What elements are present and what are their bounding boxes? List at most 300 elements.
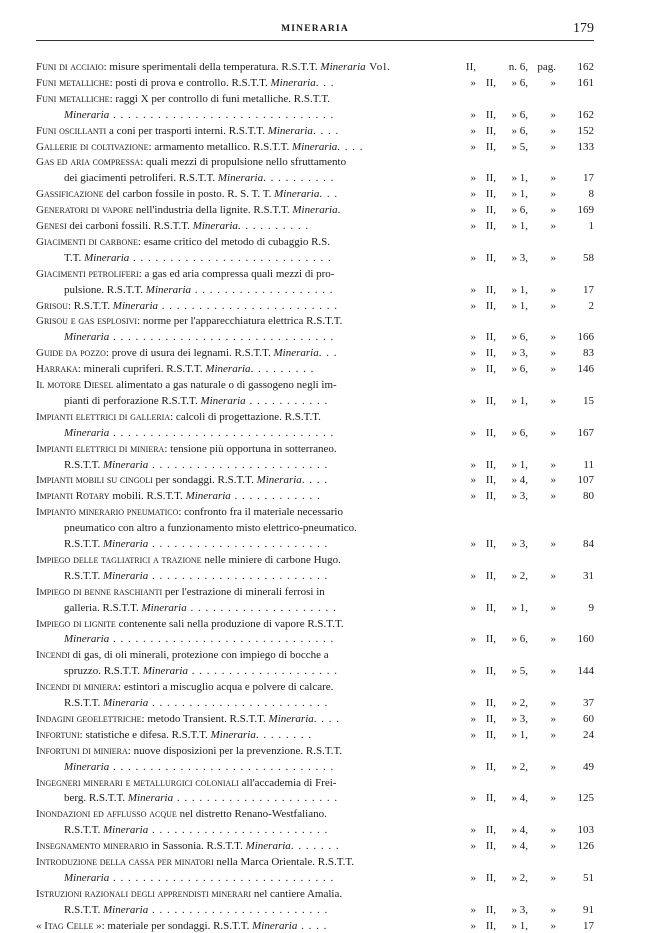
dot-leader: . . . . (312, 124, 340, 137)
citation-reference (460, 632, 594, 646)
entry-text (64, 521, 357, 535)
dot-leader: . (337, 204, 342, 217)
citation-reference (460, 346, 594, 360)
source-journal: Mineraria (270, 76, 316, 89)
page-reference: 58 (583, 251, 594, 264)
index-entry (36, 155, 594, 169)
issue-number: » 3, (511, 490, 528, 503)
entry-text (64, 426, 454, 440)
volume-number: II, (485, 204, 496, 217)
page-reference: 15 (583, 394, 594, 407)
entry-heading: Inondazioni ed afflusso acque (36, 808, 177, 821)
entry-heading: Il motore Diesel (36, 379, 114, 391)
index-entry-continuation (64, 394, 594, 408)
entry-description: pulsione. R.S.T.T. (64, 283, 146, 296)
page-mark: » (550, 204, 556, 217)
entry-description: : R.S.T.T. (67, 299, 113, 312)
entry-heading: Impianto minerario pneumatico (36, 506, 179, 519)
volume-number: II, (485, 347, 496, 360)
entry-description: nelle miniere di carbone Hugo. (201, 553, 341, 566)
citation-reference (460, 426, 594, 440)
issue-number: » 1, (511, 283, 528, 296)
dot-leader: . . . . (297, 919, 328, 932)
page-reference: 152 (577, 124, 594, 137)
volume-mark: » (470, 363, 476, 376)
volume-mark: » (470, 824, 476, 837)
volume-number: II, (485, 871, 496, 884)
index-entry (36, 346, 594, 360)
volume-number: II, (485, 824, 496, 837)
entry-text (36, 60, 454, 74)
volume-number: II, (485, 919, 496, 932)
issue-number: » 4, (511, 474, 528, 487)
issue-number: » 1, (511, 458, 528, 471)
entry-text (36, 155, 346, 169)
source-journal: Mineraria (103, 458, 149, 471)
volume-mark: » (470, 188, 476, 201)
page-number: 179 (573, 21, 594, 36)
index-entry-continuation (64, 664, 594, 678)
entry-description: nel cantiere Amalia. (251, 887, 343, 900)
volume-number: II, (485, 220, 496, 232)
issue-number: » 4, (511, 792, 528, 805)
volume-mark: » (470, 633, 476, 646)
entry-heading: Insegnamento minerario (36, 840, 149, 853)
issue-number: » 1, (511, 172, 528, 185)
entry-text (36, 728, 454, 742)
issue-number: » 6, (511, 331, 528, 344)
entry-description: : posti di prova e controllo. R.S.T.T. (109, 76, 271, 89)
dot-leader: . . . (318, 347, 338, 360)
entry-text (36, 187, 454, 201)
volume-number: II, (485, 140, 496, 153)
dot-leader: . . . . . . . . . . . . . . . . . . . . . . . . (148, 458, 329, 471)
source-journal: Mineraria (210, 728, 256, 741)
entry-text (36, 124, 454, 138)
page-mark: » (550, 871, 556, 884)
page-reference: 51 (583, 871, 594, 884)
source-journal: Mineraria (292, 204, 338, 217)
dot-leader: . . . . . . . . . . . . . . . . . . . . . . . . . . . . . . (109, 108, 335, 121)
volume-number: II, (485, 172, 496, 185)
issue-number: » 3, (511, 903, 528, 916)
entry-description: per sondaggi. R.S.T.T. (152, 474, 257, 487)
page-reference: 11 (583, 458, 594, 471)
dot-leader: . . . . . . . . (255, 728, 313, 741)
page-reference: 37 (583, 697, 594, 709)
entry-description: : quali mezzi di propulsione nello sfruttamento (140, 156, 347, 169)
entry-heading: Indagini geoelettriche (36, 712, 142, 725)
index-entry (36, 60, 594, 74)
index-entry (36, 473, 594, 487)
page-mark: » (550, 569, 556, 582)
citation-reference (460, 489, 594, 503)
page-mark: » (550, 140, 556, 153)
index-entry-continuation (64, 171, 594, 185)
source-journal: Mineraria (84, 251, 130, 264)
page-mark: » (550, 728, 556, 741)
page-mark: » (550, 919, 556, 932)
page-reference: 125 (577, 792, 594, 805)
volume-mark: » (470, 712, 476, 725)
page-mark: » (550, 299, 556, 312)
source-journal: Mineraria (64, 760, 110, 773)
entry-description: pianti di perforazione R.S.T.T. (64, 394, 201, 407)
source-journal: Mineraria (267, 124, 313, 137)
dot-leader: . . . . . . . . . . . . . . . . . . . . . . . . (148, 569, 329, 582)
page-reference: 17 (583, 172, 594, 185)
entry-text (36, 887, 342, 901)
volume-number: II, (485, 538, 496, 550)
issue-number: » 1, (511, 394, 528, 407)
page-reference: 80 (583, 490, 594, 503)
dot-leader: . . . . . . . . . . . (245, 394, 329, 407)
page-reference: 49 (583, 760, 594, 773)
entry-description: del carbon fossile in posto. R. S. T. T. (103, 188, 275, 201)
entry-text (64, 108, 454, 122)
citation-reference (460, 458, 594, 472)
citation-reference (460, 283, 594, 297)
issue-number: » 6, (511, 363, 528, 376)
entry-heading: Funi metalliche (36, 76, 110, 89)
citation-reference (460, 124, 594, 138)
entry-description: : metodo Transient. R.S.T.T. (141, 712, 269, 725)
entry-heading: Funi oscillanti (36, 124, 107, 137)
index-entry (36, 712, 594, 726)
entry-text (36, 203, 454, 217)
index-entry (36, 378, 594, 392)
issue-number: » 4, (511, 824, 528, 837)
entry-text (36, 267, 334, 281)
volume-mark: » (470, 220, 476, 232)
entry-description: : confronto fra il materiale necessario (178, 506, 343, 519)
entry-heading: Impiego di lignite (36, 617, 116, 630)
source-journal: Mineraria (205, 363, 251, 376)
source-journal: Mineraria (141, 601, 187, 614)
page-reference: 31 (583, 569, 594, 582)
entry-text (36, 712, 454, 726)
entry-text (36, 680, 333, 694)
index-entry (36, 140, 594, 154)
entry-heading: Impianti elettrici di miniera (36, 442, 165, 455)
entry-heading: Harraka (36, 363, 78, 376)
index-entry (36, 410, 594, 424)
page-reference: 107 (577, 474, 594, 487)
source-journal: Mineraria (200, 394, 246, 407)
entry-text (64, 283, 454, 297)
page-reference: 161 (577, 76, 594, 89)
entry-description: dei giacimenti petroliferi. R.S.T.T. (64, 172, 218, 185)
entry-text (36, 617, 344, 631)
page-reference: 162 (577, 61, 594, 73)
entry-description: : esame critico del metodo di cubaggio R.S. (137, 235, 331, 248)
page-mark: » (550, 697, 556, 709)
entry-text (64, 251, 454, 265)
page-mark: » (550, 108, 556, 121)
page-mark: » (550, 760, 556, 773)
page-mark: » (550, 824, 556, 837)
dot-leader: . . . . . . . . . . . . . . . . . . . . . . . . . . . . . . (109, 871, 335, 884)
citation-reference (460, 219, 594, 233)
index-entry (36, 919, 594, 933)
issue-number: » 6, (511, 633, 528, 646)
index-entry (36, 314, 594, 328)
running-title: MINERARIA (281, 24, 349, 34)
entry-heading: Infortuni di miniera (36, 744, 128, 757)
volume-number: II, (485, 108, 496, 121)
index-entry (36, 648, 594, 662)
entry-heading: Grisou (36, 299, 68, 312)
volume-number: II, (485, 601, 496, 614)
entry-text (36, 76, 454, 90)
page-mark: » (550, 426, 556, 439)
entry-text (36, 744, 342, 758)
entry-description: all'accademia di Frei- (238, 776, 337, 789)
entry-text (64, 903, 454, 917)
dot-leader: . . . . (313, 712, 341, 725)
source-journal: Mineraria (142, 665, 188, 678)
issue-number: » 1, (511, 601, 528, 614)
citation-reference (460, 760, 594, 774)
page-mark: » (550, 220, 556, 232)
issue-number: » 6, (511, 76, 528, 89)
dot-leader: . . . . (337, 140, 364, 153)
issue-number: » 3, (511, 538, 528, 550)
source-journal: Mineraria (103, 697, 149, 709)
volume-mark: » (470, 347, 476, 360)
index-entry (36, 235, 594, 249)
entry-text (64, 823, 454, 837)
entry-heading: Funi metalliche (36, 92, 110, 105)
citation-reference (460, 537, 594, 551)
volume-number: II, (485, 363, 496, 376)
volume-mark: II, (465, 61, 476, 73)
index-entry-continuation (64, 330, 594, 344)
citation-reference (460, 569, 594, 583)
issue-number: » 6, (511, 426, 528, 439)
issue-number: » 3, (511, 712, 528, 725)
issue-number: » 1, (511, 919, 528, 932)
volume-mark: » (470, 76, 476, 89)
page-mark: » (550, 394, 556, 407)
entry-description: di gas, di oli minerali, protezione con impiego di bocche a (69, 649, 329, 662)
entry-text (36, 362, 454, 376)
index-entry-continuation (64, 903, 594, 917)
volume-number: II, (485, 840, 496, 853)
issue-number: » 5, (511, 140, 528, 153)
volume-mark: » (470, 490, 476, 503)
issue-number: » 2, (511, 871, 528, 884)
entry-description: R.S.T.T. (64, 697, 104, 709)
source-journal: Mineraria (103, 903, 149, 916)
entry-text (64, 791, 454, 805)
entry-heading: Infortuni (36, 728, 80, 741)
entry-description: a coni per trasporti interni. R.S.T.T. (106, 124, 268, 137)
index-entry (36, 76, 594, 90)
entry-text (36, 648, 329, 662)
volume-number: II, (485, 903, 496, 916)
index-entry-continuation (64, 632, 594, 646)
citation-reference (460, 394, 594, 408)
entry-text (64, 458, 454, 472)
entry-description: pneumatico con altro a funzionamento misto elettrico-pneumatico. (64, 522, 357, 535)
volume-mark: » (470, 251, 476, 264)
index-entry-continuation (64, 871, 594, 885)
volume-number: II, (485, 299, 496, 312)
citation-reference (460, 60, 594, 74)
entry-description: : raggi X per controllo di funi metalliche. R.S.T.T. (109, 92, 331, 105)
page-reference: 166 (577, 331, 594, 344)
index-entry-continuation (64, 791, 594, 805)
entry-text (36, 855, 354, 869)
citation-reference (460, 362, 594, 376)
source-journal: Mineraria (274, 188, 320, 201)
volume-mark: » (470, 474, 476, 487)
index-entry-continuation (64, 458, 594, 472)
index-entry (36, 887, 594, 901)
entry-heading: « Itag Celle » (36, 919, 102, 932)
entry-description: in Sassonia. R.S.T.T. (148, 840, 246, 853)
index-entry-continuation (64, 108, 594, 122)
volume-mark: » (470, 394, 476, 407)
volume-mark: » (470, 204, 476, 217)
source-journal: Mineraria (64, 871, 110, 884)
entry-heading: Gas ed aria compressa (36, 156, 141, 169)
citation-reference (460, 791, 594, 805)
dot-leader: . . . . . . . . . . . . . . . . . . . . . . . . . . . . . . (109, 633, 335, 646)
index-entry (36, 203, 594, 217)
entry-heading: Incendi (36, 649, 70, 662)
issue-number: » 4, (511, 840, 528, 853)
dot-leader: . . . . . . . . . . . . . . . . . . . . . . . . . . . . . . (109, 760, 335, 773)
index-entry (36, 442, 594, 456)
index-entry-continuation (64, 521, 594, 535)
dot-leader: . . . . . . . . . . . . . . . . . . . . (187, 665, 338, 678)
issue-number: » 2, (511, 760, 528, 773)
dot-leader: . . . . . . . . . . . . . . . . . . . . . . . . (148, 903, 329, 916)
citation-reference (460, 140, 594, 154)
dot-leader: . . . . . . . . . . . . . . . . . . . . . . . . (158, 299, 339, 312)
index-entry (36, 489, 594, 503)
volume-number: II, (485, 760, 496, 773)
source-journal: Mineraria (64, 426, 110, 439)
volume-number: II, (485, 665, 496, 678)
volume-mark: » (470, 728, 476, 741)
page-reference: 167 (577, 426, 594, 439)
index-entry (36, 362, 594, 376)
citation-reference (460, 839, 594, 853)
dot-leader: . . . . (301, 474, 329, 487)
page-mark: » (550, 347, 556, 360)
dot-leader: . . . . . . . . . . . . . . . . . . . . . . (173, 792, 339, 805)
citation-reference (460, 251, 594, 265)
entry-description: R.S.T.T. (64, 538, 104, 550)
entry-heading: Funi di acciaio (36, 61, 104, 73)
entry-text (64, 330, 454, 344)
source-journal: Mineraria (103, 824, 149, 837)
page-mark: » (550, 633, 556, 646)
entry-description: nella Marca Orientale. R.S.T.T. (213, 856, 355, 868)
dot-leader: . . . . . . . (290, 840, 340, 853)
page-mark: » (550, 251, 556, 264)
volume-mark: » (470, 665, 476, 678)
index-entry (36, 92, 594, 106)
entry-description: R.S.T.T. (64, 903, 104, 916)
issue-number: » 3, (511, 251, 528, 264)
entry-text (64, 632, 454, 646)
citation-reference (460, 203, 594, 217)
volume-number: II, (485, 283, 496, 296)
source-journal: Mineraria (245, 840, 291, 853)
volume-mark: » (470, 569, 476, 582)
issue-number: » 3, (511, 347, 528, 360)
dot-leader: . . . . . . . . . . (263, 172, 335, 185)
volume-mark: » (470, 601, 476, 614)
source-journal: Mineraria (273, 347, 319, 360)
page-reference: 1 (588, 220, 594, 232)
citation-reference (460, 919, 594, 933)
source-journal: Mineraria (127, 792, 174, 805)
entry-text (64, 394, 454, 408)
source-journal: Mineraria (256, 474, 302, 487)
citation-reference (460, 601, 594, 615)
page-mark: » (550, 840, 556, 853)
entry-description: T.T. (64, 251, 85, 264)
citation-reference (460, 187, 594, 201)
page-reference: 83 (583, 347, 594, 360)
source-journal: Mineraria (252, 919, 298, 932)
index-entry (36, 553, 594, 567)
entry-description: : misure sperimentali della temperatura. R.S.T.T. (103, 61, 321, 73)
volume-mark: » (470, 903, 476, 916)
index-entry (36, 585, 594, 599)
entry-text (36, 410, 321, 424)
volume-number: II, (485, 188, 496, 201)
index-entry (36, 807, 594, 821)
citation-reference (460, 712, 594, 726)
volume-mark: » (470, 172, 476, 185)
entry-text (36, 505, 343, 519)
entry-text (64, 601, 454, 615)
index-entry-continuation (64, 823, 594, 837)
page-mark: » (550, 188, 556, 201)
page-mark: pag. (537, 61, 556, 73)
volume-number: II, (485, 331, 496, 344)
page-mark: » (550, 601, 556, 614)
source-journal: Mineraria (64, 108, 110, 121)
entry-heading: Incendi di miniera (36, 681, 119, 694)
entry-text (36, 473, 454, 487)
volume-mark: » (470, 283, 476, 296)
entry-text (36, 299, 454, 313)
volume-mark: » (470, 140, 476, 153)
entry-description: : statistiche e difesa. R.S.T.T. (79, 728, 211, 741)
entry-description: : armamento metallico. R.S.T.T. (148, 140, 293, 153)
source-journal: Mineraria (217, 172, 264, 185)
entry-heading: Grisou e gas esplosivi (36, 315, 138, 328)
volume-mark: » (470, 108, 476, 121)
issue-number: » 6, (511, 124, 528, 137)
dot-leader: . . . . . . . . . . . . . . . . . . . . (186, 601, 337, 614)
volume-number: II, (485, 697, 496, 709)
issue-number: » 1, (511, 220, 528, 232)
page-reference: 160 (577, 633, 594, 646)
issue-number: » 6, (511, 108, 528, 121)
index-entry-continuation (64, 601, 594, 615)
volume-number: II, (485, 458, 496, 471)
dot-leader: Vol. (365, 61, 392, 73)
index-entry-continuation (64, 251, 594, 265)
